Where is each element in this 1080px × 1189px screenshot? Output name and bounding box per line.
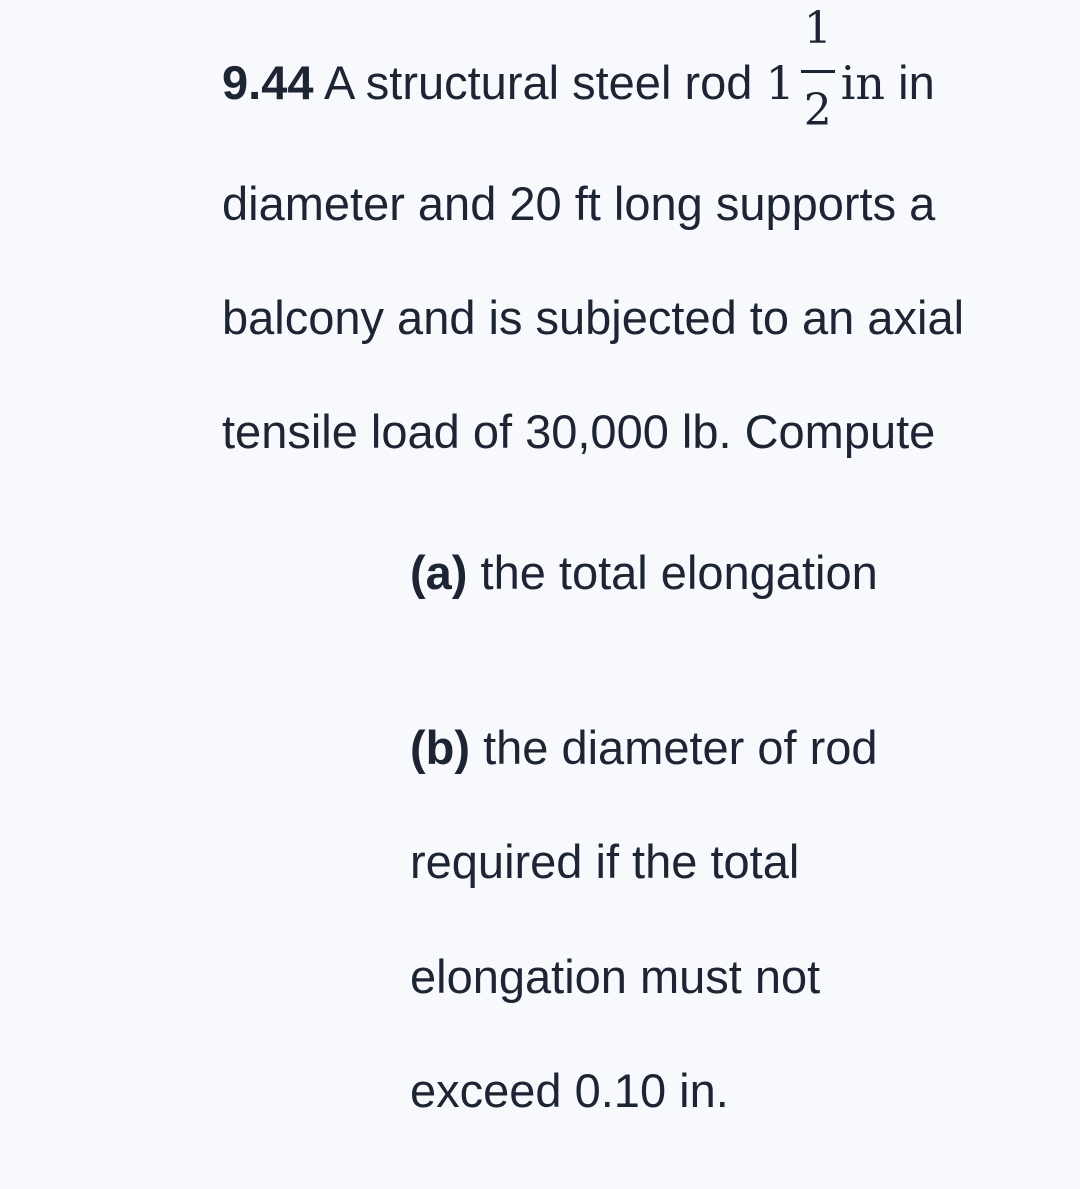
part-b-line-3: elongation must not bbox=[410, 950, 821, 1003]
part-b-label: (b) bbox=[410, 721, 471, 774]
line1-tail: in bbox=[898, 56, 935, 109]
problem-number: 9.44 bbox=[222, 56, 314, 109]
part-a-text: the total elongation bbox=[480, 546, 878, 599]
diameter-fraction bbox=[797, 3, 839, 136]
diameter-whole: 1 bbox=[765, 56, 795, 110]
problem-line-3: balcony and is subjected to an axial bbox=[222, 291, 965, 344]
fraction-bar bbox=[801, 70, 835, 73]
part-a-label: (a) bbox=[410, 546, 468, 599]
diameter-unit: in bbox=[840, 56, 886, 110]
part-b-text-1: the diameter of rod bbox=[483, 721, 878, 774]
part-b-line-1 bbox=[410, 721, 878, 774]
fraction-numerator: 1 bbox=[803, 3, 832, 54]
part-b-line-2: required if the total bbox=[410, 835, 800, 888]
problem-line-2: diameter and 20 ft long supports a bbox=[222, 177, 936, 230]
part-a bbox=[410, 546, 878, 599]
fraction-denominator: 2 bbox=[803, 85, 832, 136]
problem-line-4: tensile load of 30,000 lb. Compute bbox=[222, 405, 936, 458]
problem-intro-text: A structural steel rod bbox=[323, 56, 753, 109]
part-b-line-4: exceed 0.10 in. bbox=[410, 1064, 729, 1117]
problem-line-1 bbox=[222, 3, 935, 136]
diameter-mixed-fraction bbox=[765, 3, 886, 136]
